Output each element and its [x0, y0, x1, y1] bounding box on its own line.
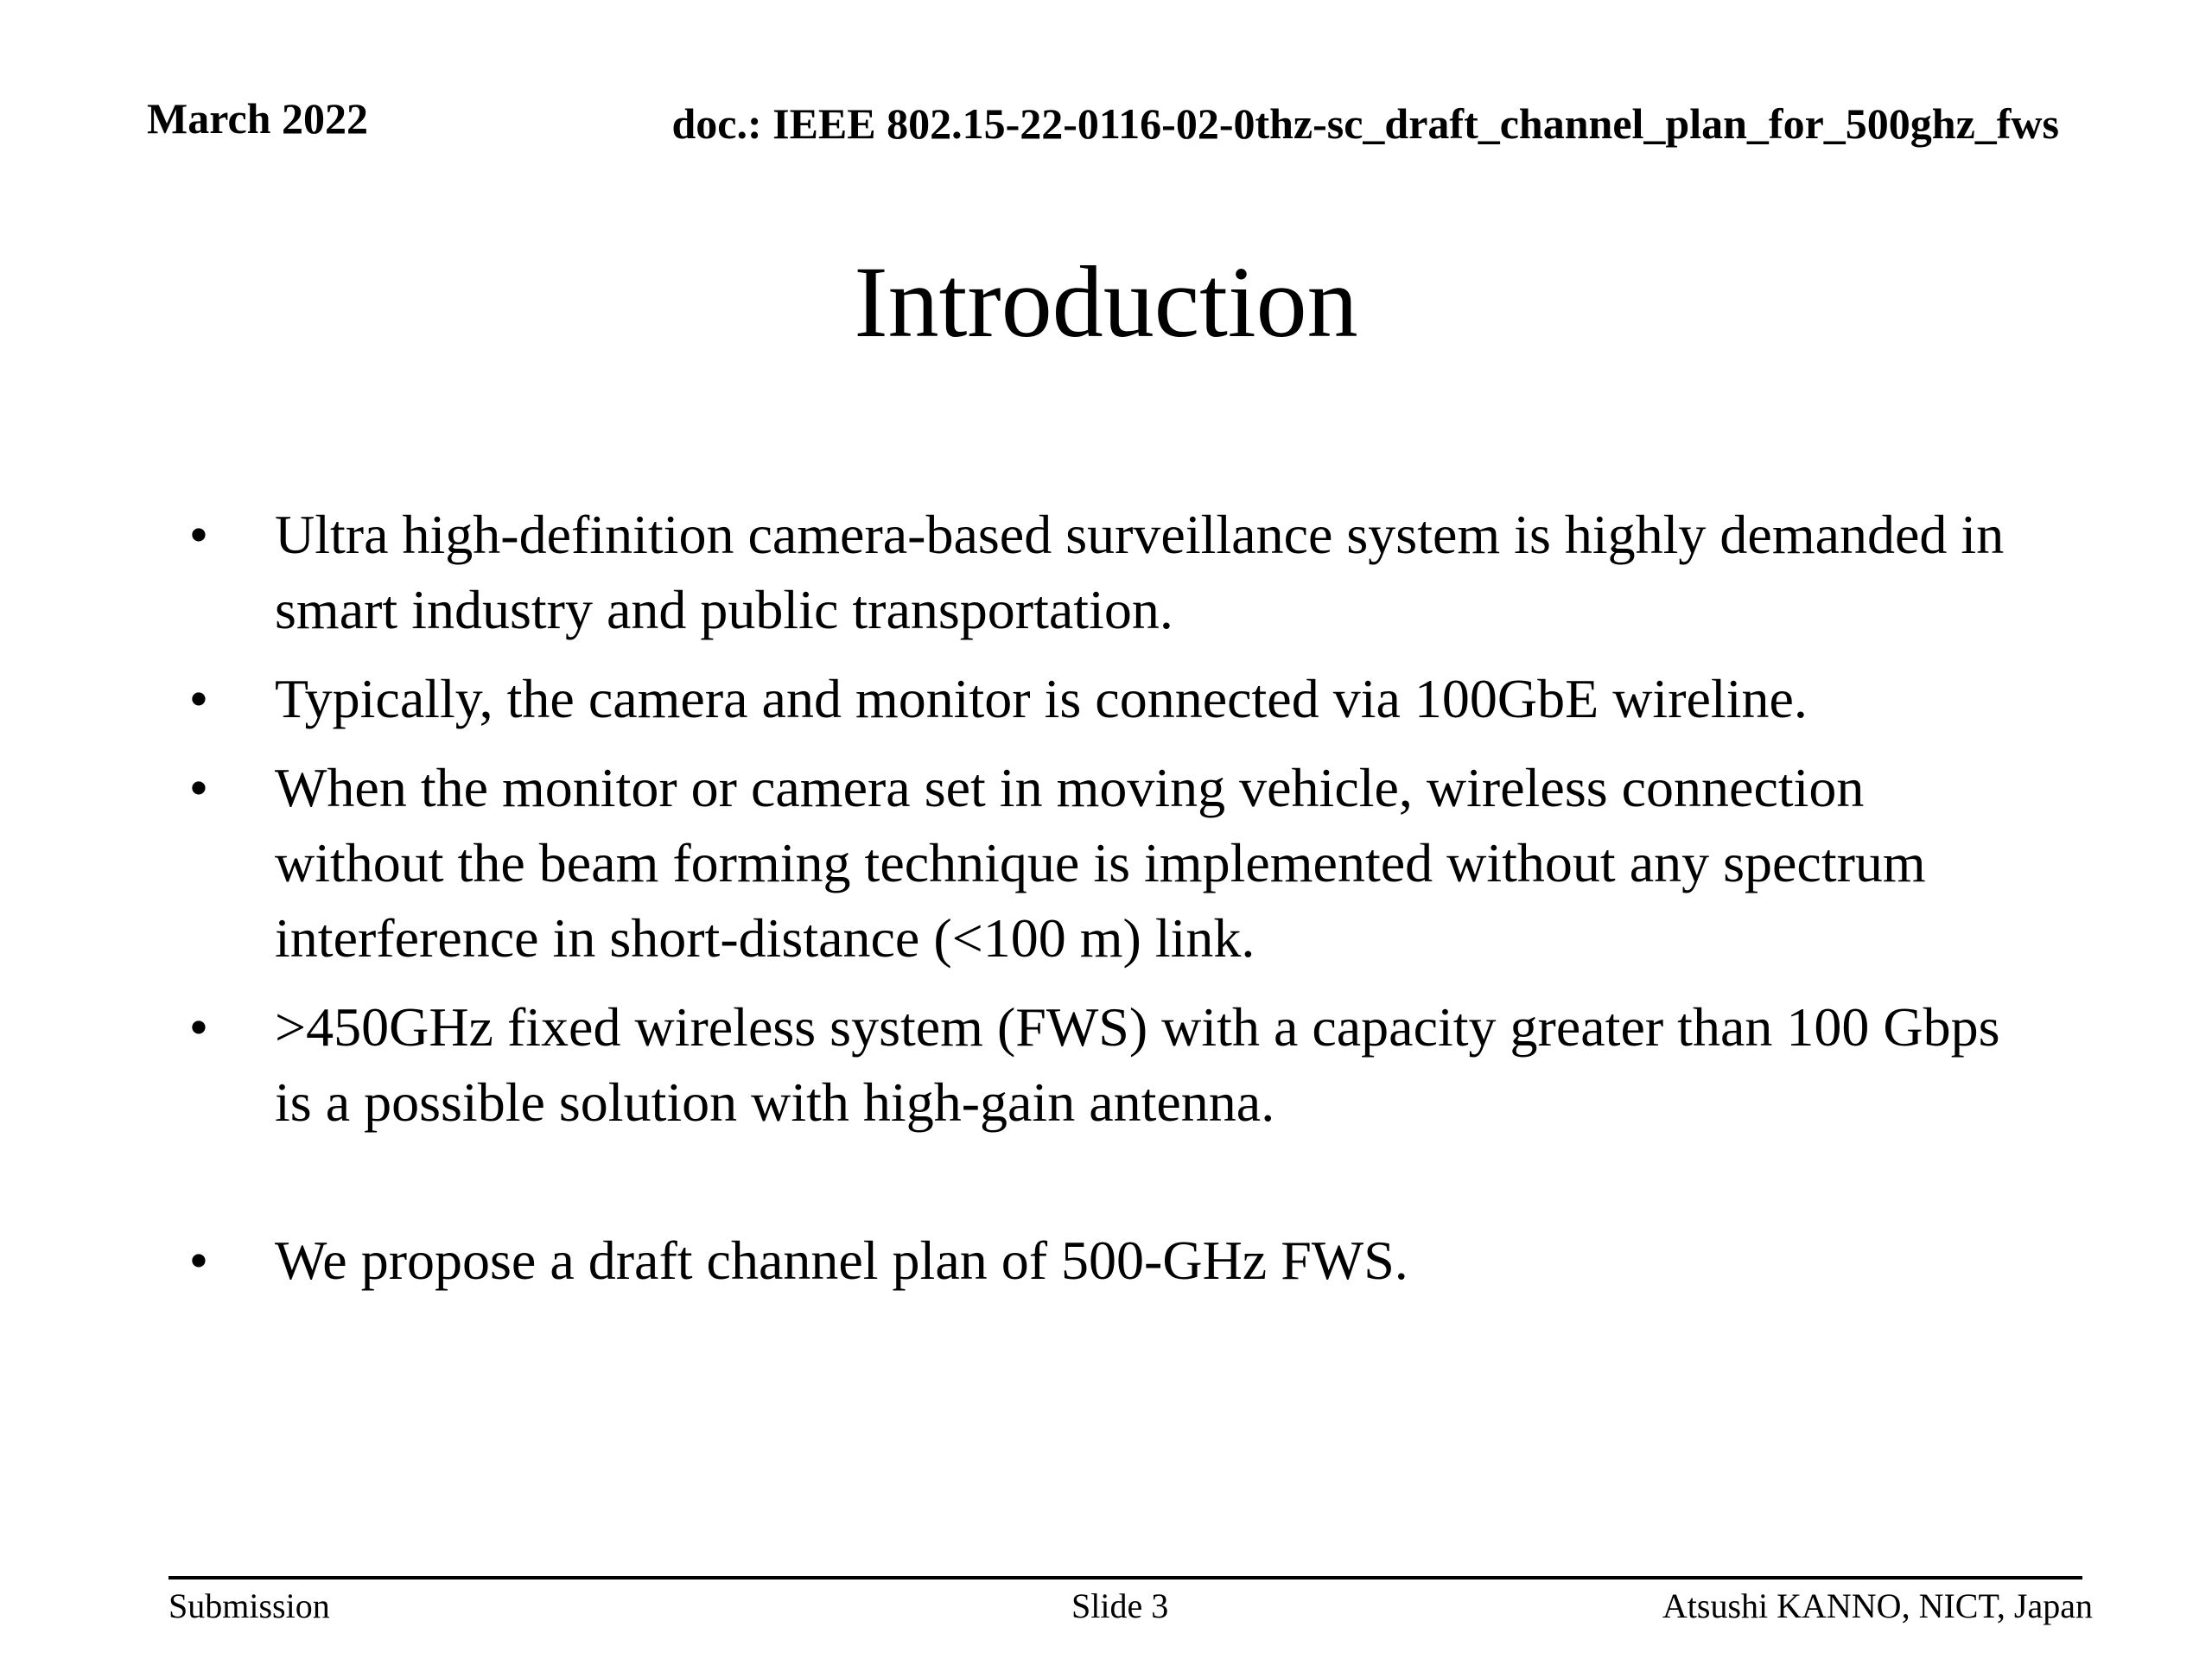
bullet-item	[181, 497, 2039, 647]
footer-divider	[168, 1576, 2082, 1580]
bullet-text: When the monitor or camera set in moving vehicle, wireless connection without the beam forming technique is implemented without any spectrum interference in short-distance (<100 m) link.	[275, 757, 1926, 969]
bullet-marker: •	[188, 996, 209, 1058]
bullet-marker: •	[188, 1230, 209, 1291]
bullet-item	[181, 661, 2039, 736]
bullet-item	[181, 989, 2039, 1140]
bullet-item	[181, 1223, 2039, 1298]
bullet-marker: •	[188, 504, 209, 565]
footer-submission: Submission	[168, 1586, 330, 1625]
slide-title: Introduction	[854, 245, 1358, 359]
bullet-item	[181, 750, 2039, 976]
header-date: March 2022	[147, 94, 368, 143]
bullet-text: We propose a draft channel plan of 500-GHz FWS.	[275, 1230, 1408, 1291]
footer-author: Atsushi KANNO, NICT, Japan	[1662, 1586, 2093, 1625]
bullet-marker: •	[188, 668, 209, 729]
bullet-list	[181, 497, 2039, 1312]
header-doc-id: doc.: IEEE 802.15-22-0116-02-0thz-sc_draft_channel_plan_for_500ghz_fws	[671, 99, 2059, 148]
bullet-text: Typically, the camera and monitor is connected via 100GbE wireline.	[275, 668, 1808, 729]
bullet-marker: •	[188, 757, 209, 818]
footer-slide-number: Slide 3	[1071, 1586, 1169, 1625]
bullet-text: >450GHz fixed wireless system (FWS) with a capacity greater than 100 Gbps is a possible solution with high-gain antenna.	[275, 996, 2000, 1133]
bullet-text: Ultra high-definition camera-based surveillance system is highly demanded in smart industry and public transportation.	[275, 504, 2005, 640]
